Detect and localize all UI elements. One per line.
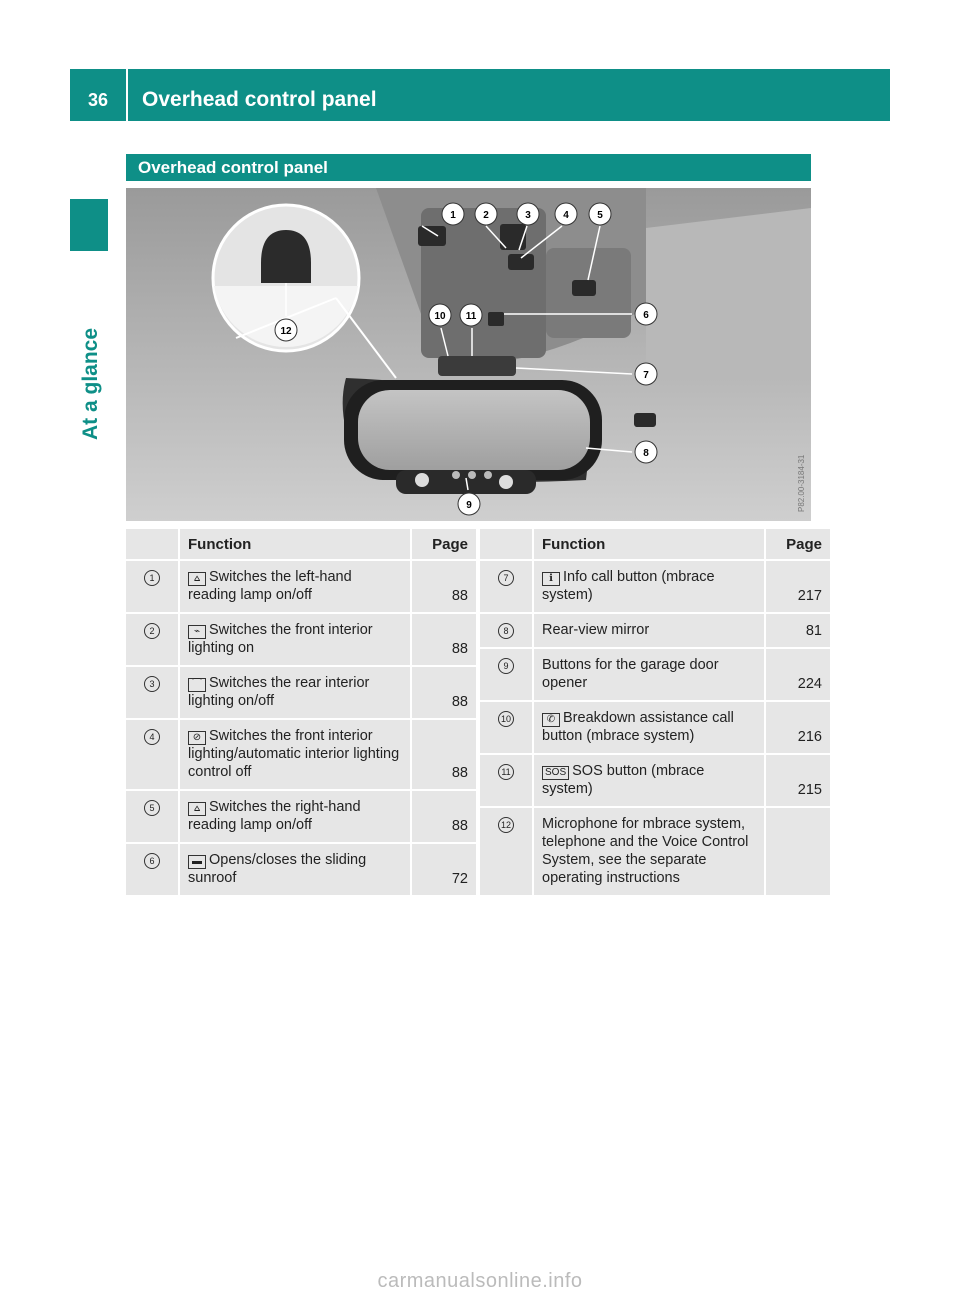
item-number: 8	[498, 623, 514, 639]
rear-light-switch	[508, 254, 534, 270]
function-text: Switches the front interior lighting/automatic interior lighting control off	[188, 728, 400, 780]
page-title: Overhead control panel	[142, 88, 377, 111]
function-text: Rear-view mirror	[542, 622, 650, 638]
table-row	[480, 701, 830, 754]
callout-9: 9	[466, 500, 472, 511]
reading-lamp-icon: ⩟	[188, 572, 206, 586]
column-header-page: Page	[411, 529, 476, 560]
sos-icon: SOS	[542, 766, 569, 780]
header-bar	[70, 69, 890, 121]
sidebar-chapter-label: At a glance	[79, 327, 102, 440]
mbrace-buttons	[438, 356, 516, 376]
page-number: 36	[87, 90, 109, 110]
function-text: Buttons for the garage door opener	[542, 657, 719, 691]
table-row	[480, 754, 830, 807]
front-interior-light-icon: ⌁	[188, 625, 206, 639]
page-ref: 217	[797, 588, 822, 604]
table-row	[126, 560, 476, 613]
header-divider	[126, 69, 128, 121]
table-header-row	[480, 529, 830, 560]
table-row	[480, 613, 830, 648]
watermark: carmanualsonline.info	[377, 1270, 583, 1292]
callout-3: 3	[525, 210, 531, 221]
callout-10: 10	[434, 311, 446, 322]
page-ref: 215	[797, 782, 822, 798]
table-row	[480, 807, 830, 896]
sunroof-switch	[488, 312, 504, 326]
left-reading-lamp-switch	[418, 226, 446, 246]
column-header-function: Function	[533, 529, 765, 560]
item-number: 9	[498, 658, 514, 674]
table-row	[126, 613, 476, 666]
function-text: Breakdown assistance call button (mbrace system)	[542, 710, 734, 744]
item-number: 3	[144, 676, 160, 692]
page-ref: 88	[451, 765, 468, 781]
table-row	[480, 560, 830, 613]
function-table-left	[126, 529, 476, 897]
table-row	[480, 648, 830, 701]
interior-light-off-icon: ⊘	[188, 731, 206, 745]
function-text: Microphone for mbrace system, telephone and the Voice Control System, see the separate operating instructions	[542, 816, 749, 886]
item-number: 10	[498, 711, 514, 727]
function-table-right	[480, 529, 830, 897]
callout-5: 5	[597, 210, 603, 221]
function-text: Switches the right-hand reading lamp on/off	[188, 799, 361, 833]
info-call-icon: ℹ	[542, 572, 560, 586]
item-number: 11	[498, 764, 514, 780]
microphone-icon	[261, 230, 311, 283]
function-text: SOS button (mbrace system)	[542, 763, 705, 797]
item-number: 6	[144, 853, 160, 869]
table-row	[126, 719, 476, 790]
callout-1: 1	[450, 210, 456, 221]
breakdown-call-icon: ✆	[542, 713, 560, 727]
sidebar-chapter	[71, 260, 111, 440]
page-ref: 88	[451, 694, 468, 710]
page-ref: 216	[797, 729, 822, 745]
right-reading-lamp-switch	[572, 280, 596, 296]
callout-4: 4	[563, 210, 569, 221]
item-number: 4	[144, 729, 160, 745]
section-title: Overhead control panel	[126, 154, 811, 181]
item-number: 1	[144, 570, 160, 586]
item-number: 5	[144, 800, 160, 816]
page-ref	[766, 887, 822, 895]
table-row	[126, 843, 476, 896]
callout-12: 12	[280, 326, 292, 337]
image-code: P82.00-3184-31	[797, 454, 806, 512]
callout-2: 2	[483, 210, 489, 221]
function-text: Opens/closes the sliding sunroof	[188, 852, 367, 886]
page-ref: 224	[797, 676, 822, 692]
callout-11: 11	[465, 311, 477, 322]
sidebar-marker	[70, 199, 108, 251]
callout-8: 8	[643, 448, 649, 459]
item-number: 2	[144, 623, 160, 639]
page-ref: 81	[805, 623, 822, 639]
page-ref: 88	[451, 588, 468, 604]
table-header-row	[126, 529, 476, 560]
page-ref: 72	[451, 871, 468, 887]
column-header-function: Function	[179, 529, 411, 560]
function-text: Switches the front interior lighting on	[188, 622, 373, 656]
overhead-panel-photo	[126, 188, 811, 521]
function-text: Switches the left-hand reading lamp on/off	[188, 569, 352, 603]
function-text: Info call button (mbrace system)	[542, 569, 715, 603]
rear-interior-light-icon: ⌒	[188, 678, 206, 692]
table-row	[126, 790, 476, 843]
callout-7: 7	[643, 370, 649, 381]
table-row	[126, 666, 476, 719]
column-header-page: Page	[765, 529, 830, 560]
page-ref: 88	[451, 641, 468, 657]
callout-6: 6	[643, 310, 649, 321]
item-number: 12	[498, 817, 514, 833]
page-ref: 88	[451, 818, 468, 834]
sunroof-icon: ▬	[188, 855, 206, 869]
item-number: 7	[498, 570, 514, 586]
function-text: Switches the rear interior lighting on/off	[188, 675, 370, 709]
reading-lamp-icon: ⩟	[188, 802, 206, 816]
